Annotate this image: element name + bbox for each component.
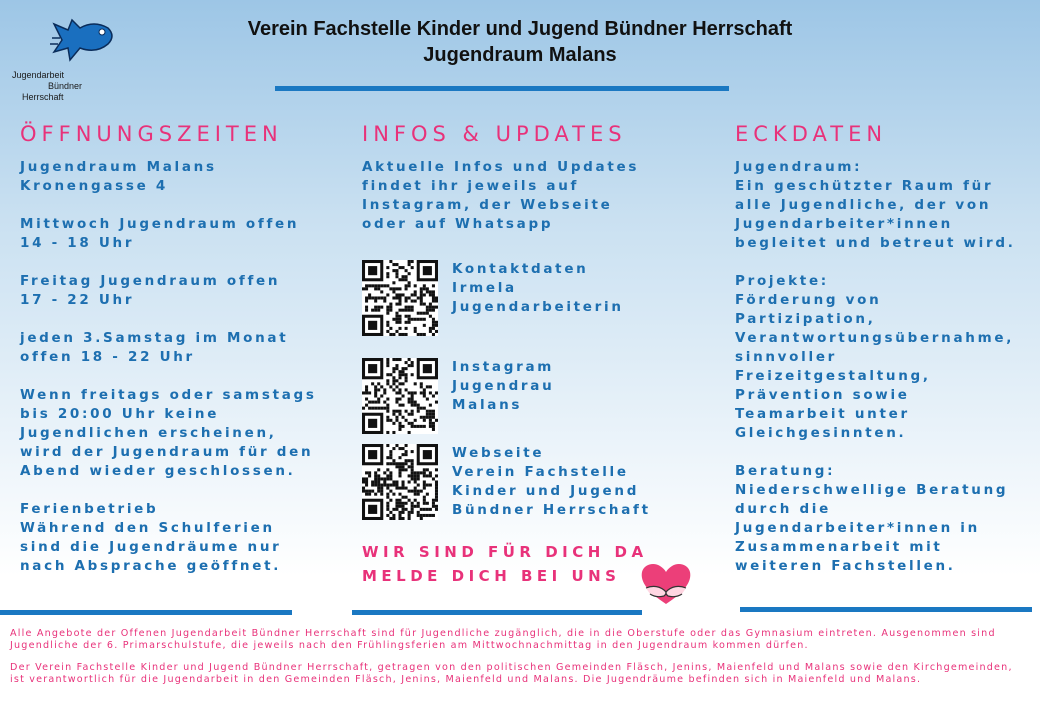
- key-facts-column: [735, 122, 1035, 595]
- qr-website-text: Webseite Verein Fachstelle Kinder und Jugend Bündner Herrschaft: [452, 445, 651, 518]
- divider-right: [740, 607, 1032, 612]
- holiday-paragraph: Ferienbetrieb Während den Schulferien sind die Jugendräume nur nach Absprache geöffnet.: [20, 501, 282, 574]
- divider-middle: [352, 610, 642, 615]
- qr-code-icon[interactable]: [362, 444, 438, 520]
- qr-code-icon[interactable]: [362, 260, 438, 336]
- cta-line-2: MELDE DICH BEI UNS: [362, 567, 621, 585]
- title-underline: [275, 86, 729, 91]
- qr-contact-text: Kontaktdaten Irmela Jugendarbeiterin: [452, 261, 624, 315]
- opening-hours-column: [20, 122, 350, 595]
- footer-notes: [10, 628, 1030, 696]
- heart-hands-icon: [638, 560, 694, 606]
- qr-contact-label: [452, 260, 692, 336]
- youth-room-paragraph: Jugendraum: Ein geschützter Raum für alle Jugendliche, der von Jugendarbeiter*innen begleitet und betreut wird.: [735, 159, 1016, 251]
- cta-line-1: WIR SIND FÜR DICH DA: [362, 543, 648, 561]
- page-title: [120, 16, 920, 68]
- title-line-2: Jugendraum Malans: [423, 44, 617, 66]
- qr-code-icon[interactable]: [362, 358, 438, 434]
- logo-line-3: Herrschaft: [22, 92, 64, 102]
- wednesday-paragraph: Mittwoch Jugendraum offen 14 - 18 Uhr: [20, 216, 300, 251]
- contact-cta: [362, 540, 648, 588]
- divider-left: [0, 610, 292, 615]
- key-facts-text: [735, 158, 1035, 576]
- infos-intro: [362, 158, 712, 234]
- friday-paragraph: Freitag Jugendraum offen 17 - 22 Uhr: [20, 273, 281, 308]
- key-facts-heading: ECKDATEN: [735, 122, 888, 146]
- qr-instagram-label: [452, 358, 692, 434]
- opening-hours-heading: ÖFFNUNGSZEITEN: [20, 122, 283, 146]
- closing-rule-paragraph: Wenn freitags oder samstags bis 20:00 Uhr keine Jugendlichen erscheinen, wird der Jugendraum für den Abend wieder geschlossen.: [20, 387, 317, 479]
- logo-text: [12, 70, 82, 103]
- infos-column: [362, 122, 712, 585]
- logo: [12, 14, 122, 106]
- infos-heading: INFOS & UPDATES: [362, 122, 627, 146]
- qr-instagram-text: Instagram Jugendrau Malans: [452, 359, 555, 413]
- infos-intro-paragraph: Aktuelle Infos und Updates findet ihr jeweils auf Instagram, der Webseite oder auf Whatsapp: [362, 159, 640, 232]
- title-line-1: Verein Fachstelle Kinder und Jugend Bündner Herrschaft: [247, 18, 793, 40]
- logo-line-2: Bündner: [48, 81, 83, 91]
- footer-organisation-note: Der Verein Fachstelle Kinder und Jugend Bündner Herrschaft, getragen von den politischen Gemeinden Fläsch, Jenins, Maienfeld und Malans sowie den Kirchgemeinden, ist verantwortlich für die Jugendarbeit in den Gemeinden Fläsch, Jenins, Maienfeld und Malans. Die Jugendräume befinden sich in Maienfeld und Malans.: [10, 662, 1013, 685]
- footer-access-note: Alle Angebote der Offenen Jugendarbeit Bündner Herrschaft sind für Jugendliche zugänglich, die in die Oberstufe oder das Gymnasium eintreten. Ausgenommen sind Jugendliche der 6. Primarschulstufe, die jeweils nach den Frühlingsferien am Mittwochnachmittag in den Jugendraum kommen dürfen.: [10, 628, 996, 651]
- opening-hours-text: [20, 158, 350, 576]
- projects-paragraph: Projekte: Förderung von Partizipation, Verantwortungsübernahme, sinnvoller Freizeitgestaltung, Prävention sowie Teamarbeit unter Gleichgesinnten.: [735, 273, 1015, 441]
- qr-website-label: [452, 444, 692, 539]
- saturday-paragraph: jeden 3.Samstag im Monat offen 18 - 22 Uhr: [20, 330, 289, 365]
- counselling-paragraph: Beratung: Niederschwellige Beratung durch die Jugendarbeiter*innen in Zusammenarbeit mit weiteren Fachstellen.: [735, 463, 1009, 574]
- logo-line-1: Jugendarbeit: [12, 70, 65, 80]
- address-paragraph: Jugendraum Malans Kronengasse 4: [20, 159, 217, 194]
- fish-logo-icon: [50, 14, 116, 66]
